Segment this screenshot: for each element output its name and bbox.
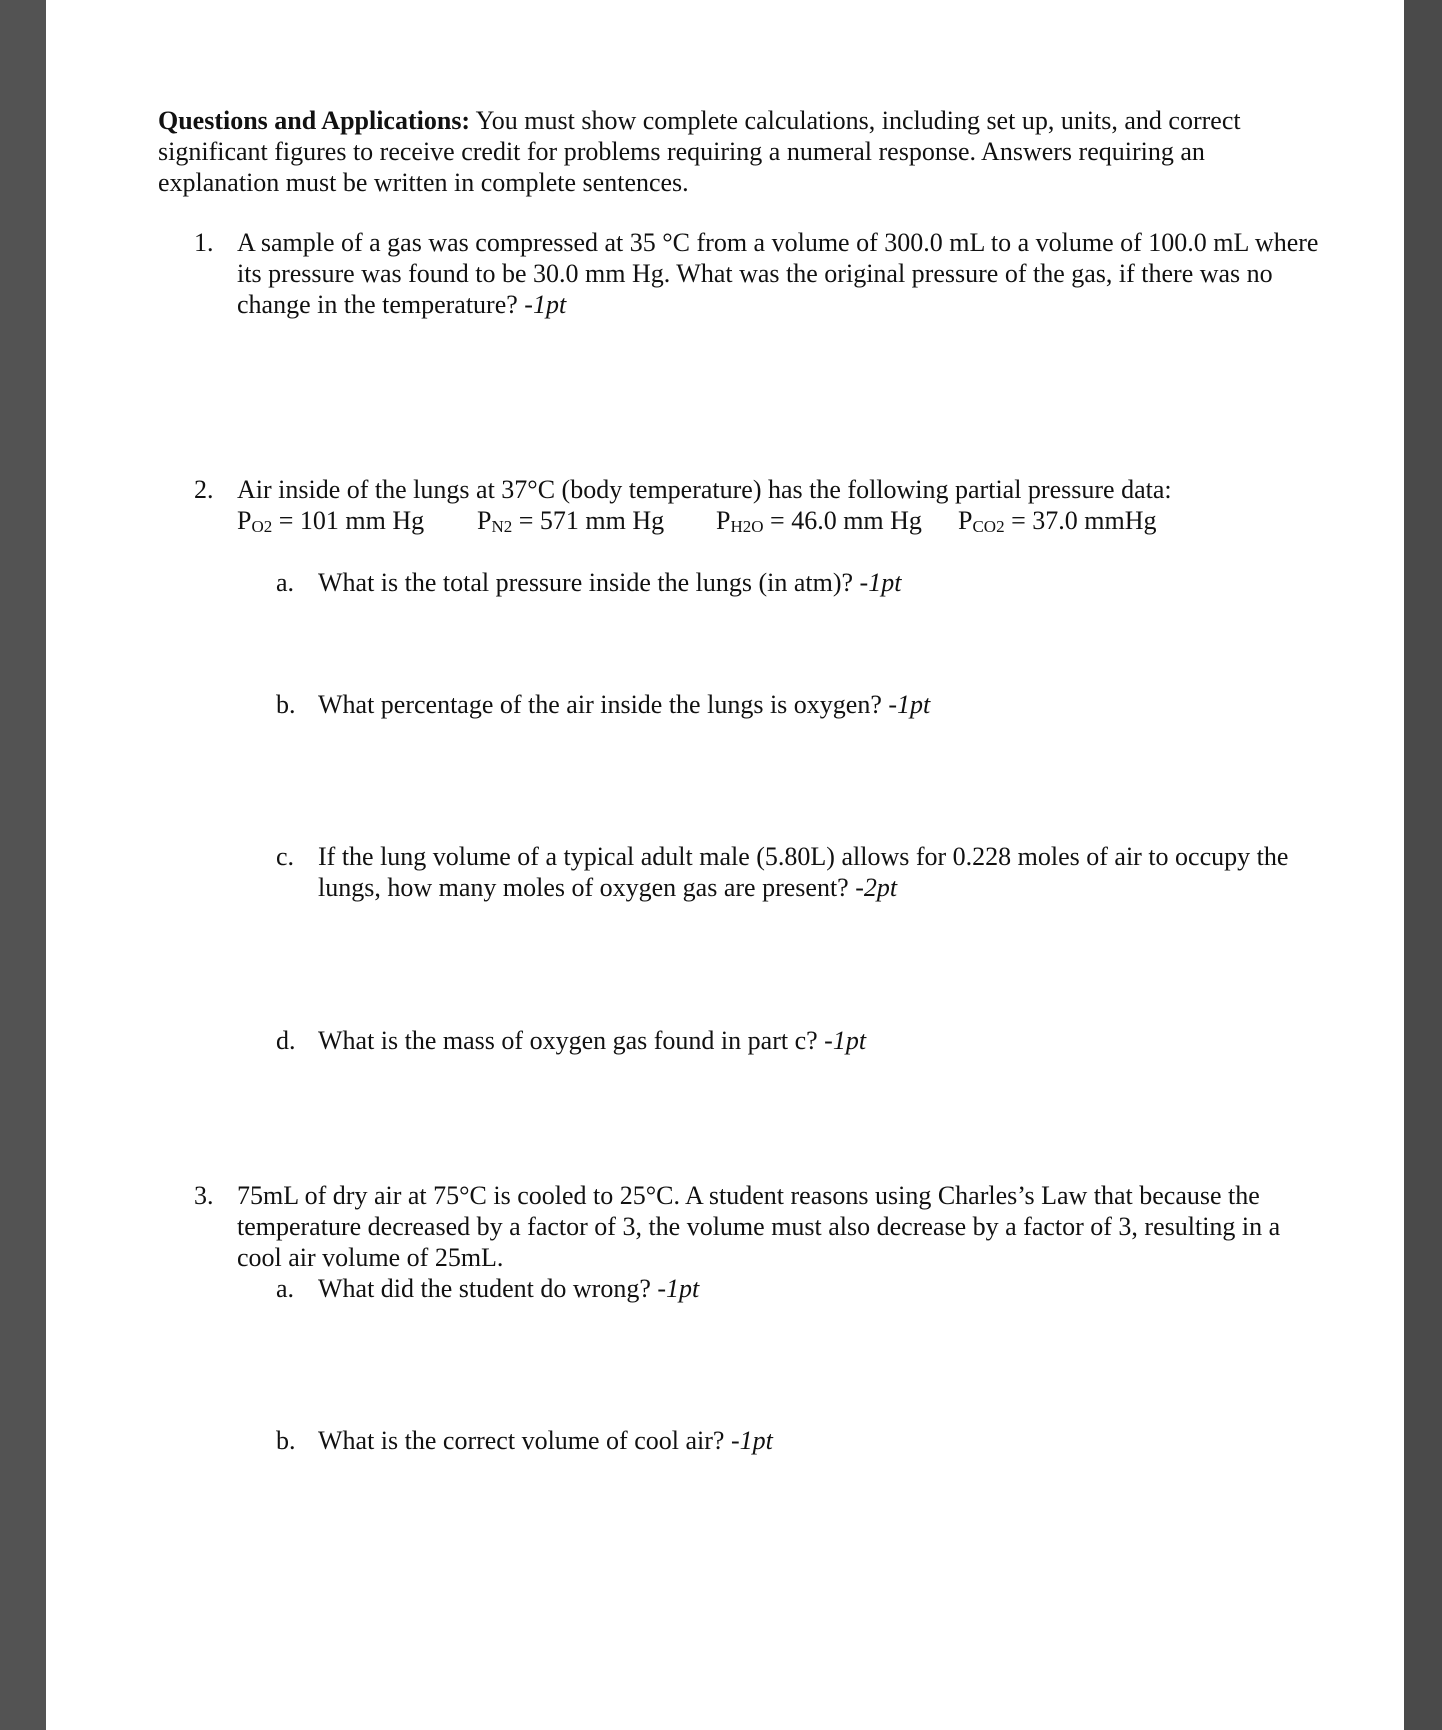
part-label: d. — [276, 1026, 296, 1055]
points-label: -1pt — [888, 690, 931, 719]
pressure-o2: $P_{O2} = 101$ mm Hg — [237, 506, 425, 536]
instructions-paragraph — [158, 105, 1328, 198]
part-label: a. — [276, 568, 295, 597]
pressure-co2: $P_{CO2} = 37.0$ mmHg — [958, 506, 1157, 536]
question-text: 75mL of dry air at 75°C is cooled to 25°C. A student reasons using Charles’s Law that because the temperature decreased by a factor of 3, the volume must also decrease by a factor of 3, resulting in a cool air volume of 25mL. — [237, 1181, 1281, 1272]
question-2c: If the lung volume of a typical adult male (5.80L) allows for 0.228 moles of air to occupy the lungs, how many moles of oxygen gas are present? -2pt — [318, 842, 1289, 902]
part-label: a. — [276, 1274, 295, 1303]
points-label: -1pt — [730, 1426, 773, 1455]
question-text: Air inside of the lungs at 37°C (body temperature) has the following partial pressure data: — [237, 475, 1172, 504]
instructions-text: You must show complete calculations, including set up, units, and correct significant figures to receive credit for problems requiring a numeral response. Answers requiring an explanation must be written in complete sentences. — [158, 106, 1241, 197]
part-label: c. — [276, 842, 295, 871]
question-2b: What percentage of the air inside the lungs is oxygen? -1pt — [318, 690, 931, 719]
question-3a: What did the student do wrong? -1pt — [318, 1274, 700, 1303]
question-2d: What is the mass of oxygen gas found in part c? -1pt — [318, 1026, 867, 1055]
document-page — [46, 0, 1404, 1730]
question-body: A sample of a gas was compressed at 35 °C from a volume of 300.0 mL to a volume of 100.0 mL where its pressure was found to be 30.0 mm Hg. What was the original pressure of the gas, if there was no change in the temperature? — [237, 228, 1319, 319]
points-label: -1pt — [859, 568, 902, 597]
points-label: -2pt — [855, 873, 898, 902]
points-label: -1pt — [657, 1274, 700, 1303]
part-label: b. — [276, 1426, 296, 1455]
question-text — [237, 227, 1327, 320]
pressure-n2: $P_{N2} = 571$ mm Hg — [477, 506, 665, 536]
question-3b: What is the correct volume of cool air? -1pt — [318, 1426, 773, 1455]
pressure-h2o: $P_{H2O} = 46.0$ mm Hg — [716, 506, 922, 536]
question-number: 3. — [194, 1181, 214, 1210]
points-label: -1pt — [524, 290, 567, 319]
question-number: 2. — [194, 475, 214, 504]
part-label: b. — [276, 690, 296, 719]
scrollbar[interactable] — [1404, 0, 1442, 1730]
points-label: -1pt — [824, 1026, 867, 1055]
question-number: 1. — [194, 228, 214, 257]
question-2a: What is the total pressure inside the lungs (in atm)? -1pt — [318, 568, 902, 597]
instructions-heading: Questions and Applications: — [158, 106, 471, 135]
